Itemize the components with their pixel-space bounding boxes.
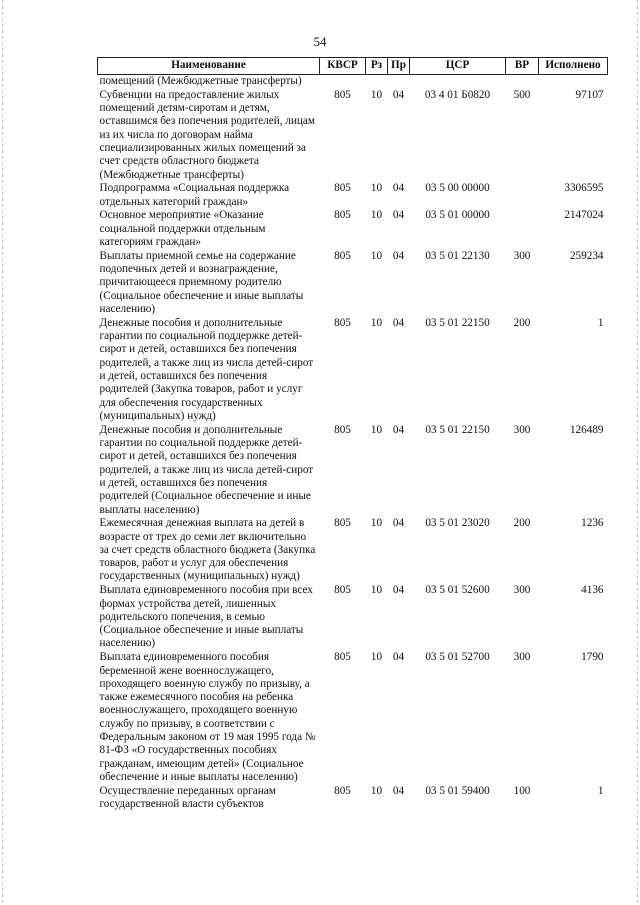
row-kvsr: 805: [334, 316, 351, 329]
row-kvsr: 805: [334, 584, 351, 597]
table-row: [98, 517, 608, 584]
column-header-kvsr: КВСР: [320, 58, 366, 75]
row-pr: 04: [392, 182, 405, 195]
table-row: [98, 317, 608, 424]
row-amount: 2147024: [564, 209, 604, 222]
row-pr: [388, 75, 410, 89]
row-name: помещений (Межбюджетные трансферты): [99, 75, 302, 87]
row-rz: 10: [370, 517, 383, 530]
row-csr: 03 5 00 00000: [425, 182, 490, 195]
row-amount: [539, 75, 608, 89]
table-body: [98, 75, 608, 812]
row-kvsr: 805: [334, 423, 351, 436]
row-vr: 300: [513, 423, 531, 436]
row-rz: 10: [370, 584, 383, 597]
row-rz: 10: [370, 423, 383, 436]
row-vr: 500: [513, 88, 531, 101]
row-kvsr: 805: [334, 209, 351, 222]
row-vr: 300: [513, 584, 531, 597]
row-csr: 03 5 01 22150: [425, 316, 490, 329]
row-csr: 03 5 01 59400: [425, 784, 490, 797]
budget-table: [97, 57, 608, 812]
row-vr: 300: [513, 249, 531, 262]
row-kvsr: 805: [334, 88, 351, 101]
row-rz: [366, 75, 388, 89]
row-name: Подпрограмма «Социальная поддержка отдельных категорий граждан»: [99, 182, 290, 208]
row-amount: 259234: [569, 249, 604, 262]
row-amount: 3306595: [564, 182, 604, 195]
table-row: [98, 424, 608, 518]
row-csr: 03 5 01 23020: [425, 517, 490, 530]
page-number: 54: [313, 34, 327, 49]
row-name: Субвенции на предоставление жилых помещений детям-сиротам и детям, оставшимся без попечения родителей, лицам из их числа по договорам найма специализированных жилых помещений за счет средств областного бюджета (Межбюджетные трансферты): [99, 88, 315, 181]
row-csr: [410, 75, 506, 89]
row-rz: 10: [370, 651, 383, 664]
row-name: Выплата единовременного пособия при всех формах устройства детей, лишенных родительского попечения, в семью (Социальное обеспечение и иные выплаты населению): [99, 584, 313, 650]
row-name: Осуществление переданных органам государственной власти субъектов: [99, 784, 276, 811]
row-kvsr: [320, 75, 366, 89]
row-csr: 03 5 01 22150: [425, 423, 490, 436]
table-row: [98, 785, 608, 812]
row-rz: 10: [370, 209, 383, 222]
row-amount: 1: [597, 316, 604, 329]
row-vr: [506, 75, 539, 89]
row-vr: 300: [513, 651, 531, 664]
row-kvsr: 805: [334, 517, 351, 530]
row-rz: 10: [370, 88, 383, 101]
table-row: [98, 75, 608, 89]
row-vr: [506, 209, 539, 249]
row-name: Ежемесячная денежная выплата на детей в возрасте от трех до семи лет включительно за счет средств областного бюджета (Закупка товаров, работ и услуг для обеспечения государственных (муниципальных) нужд): [99, 517, 316, 583]
column-header-amount: Исполнено: [539, 58, 608, 75]
row-csr: 03 5 01 00000: [425, 209, 490, 222]
row-name: Выплаты приемной семье на содержание подопечных детей и вознаграждение, причитающееся приемному родителю (Социальное обеспечение и иные выплаты населению): [99, 249, 304, 316]
row-pr: 04: [392, 316, 405, 329]
row-rz: 10: [370, 784, 383, 797]
row-csr: 03 5 01 52600: [425, 584, 490, 597]
row-pr: 04: [392, 249, 405, 262]
row-rz: 10: [370, 316, 383, 329]
row-csr: 03 5 01 52700: [425, 651, 490, 664]
row-vr: 100: [513, 784, 531, 797]
table-row: [98, 584, 608, 651]
column-header-vr: ВР: [506, 58, 539, 75]
row-amount: 1790: [581, 651, 604, 664]
column-header-csr: ЦСР: [410, 58, 506, 75]
row-name: Основное мероприятие «Оказание социальной поддержки отдельным категориям граждан»: [99, 209, 266, 249]
row-pr: 04: [392, 517, 405, 530]
row-vr: 200: [513, 517, 531, 530]
left-scan-edge: [2, 0, 3, 905]
row-amount: 126489: [569, 423, 604, 436]
row-rz: 10: [370, 182, 383, 195]
row-pr: 04: [392, 209, 405, 222]
table-row: [98, 651, 608, 784]
table-row: [98, 209, 608, 249]
table-header-row: [98, 58, 608, 75]
table-row: [98, 182, 608, 209]
table-row: [98, 89, 608, 183]
column-header-pr: Пр: [388, 58, 410, 75]
column-header-name: Наименование: [98, 58, 320, 75]
column-header-rz: Рз: [366, 58, 388, 75]
row-amount: 1236: [581, 517, 604, 530]
row-kvsr: 805: [334, 784, 351, 797]
row-name: Выплата единовременного пособия беременной жене военнослужащего, проходящего военную службу по призыву, а также ежемесячного пособия на ребенка военнослужащего, проходящего военную службу по призыву, в соответствии с Федеральным законом от 19 мая 1995 года № 81-ФЗ «О государственных пособиях гражданам, имеющим детей» (Социальное обеспечение и иные выплаты населению): [99, 651, 316, 783]
row-amount: 4136: [581, 584, 604, 597]
row-csr: 03 5 01 22130: [425, 249, 490, 262]
row-csr: 03 4 01 Б0820: [424, 88, 491, 101]
row-kvsr: 805: [334, 249, 351, 262]
row-pr: 04: [392, 88, 405, 101]
row-name: Денежные пособия и дополнительные гарантии по социальной поддержке детей-сирот и детей, оставшихся без попечения родителей, а также лиц из числа детей-сирот и детей, оставшихся без попечения родителей (Закупка товаров, работ и услуг для обеспечения государственных (муниципальных) нужд): [99, 316, 314, 422]
row-pr: 04: [392, 584, 405, 597]
row-amount: 1: [597, 784, 604, 797]
row-pr: 04: [392, 651, 405, 664]
row-kvsr: 805: [334, 651, 351, 664]
row-pr: 04: [392, 423, 405, 436]
right-scan-edge: [637, 0, 638, 905]
row-pr: 04: [392, 784, 405, 797]
row-name: Денежные пособия и дополнительные гарантии по социальной поддержке детей-сирот и детей, оставшихся без попечения родителей, а также лиц из числа детей-сирот и детей, оставшихся без попечения родителей (Социальное обеспечение и иные выплаты населению): [99, 423, 314, 516]
row-vr: 200: [513, 316, 531, 329]
row-rz: 10: [370, 249, 383, 262]
table-row: [98, 250, 608, 317]
row-vr: [506, 182, 539, 209]
row-amount: 97107: [575, 88, 604, 101]
row-kvsr: 805: [334, 182, 351, 195]
